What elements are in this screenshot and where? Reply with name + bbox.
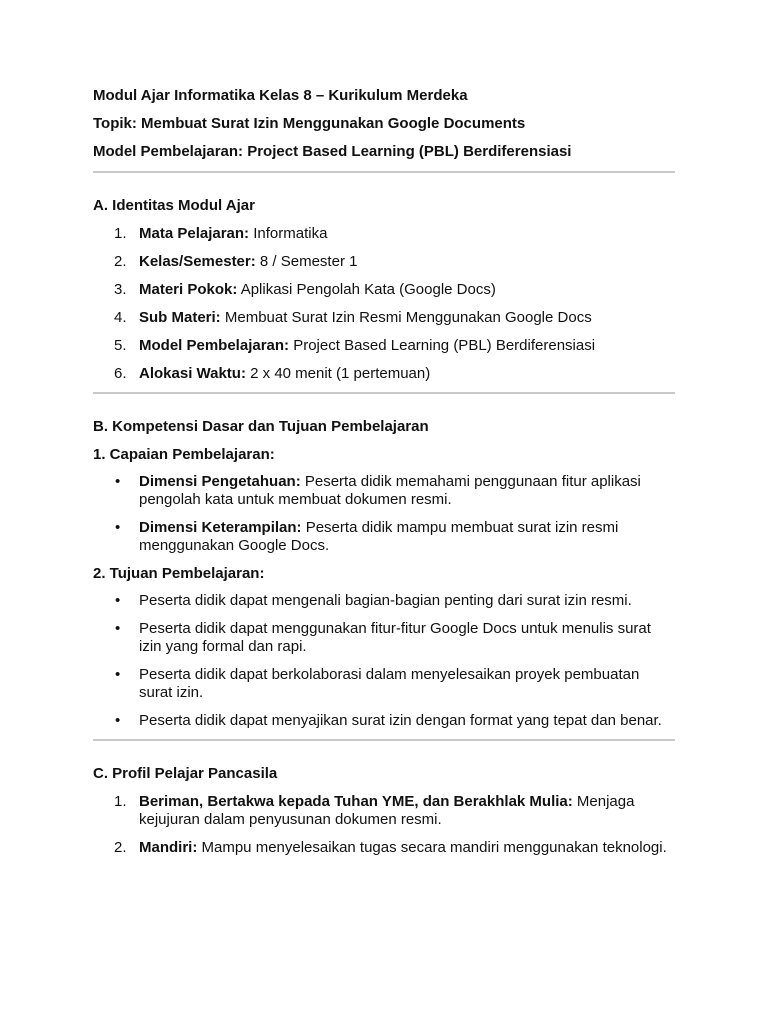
item-number: 4. (114, 309, 127, 326)
bullet: • (115, 620, 121, 637)
section-a-title: A. Identitas Modul Ajar (93, 197, 255, 214)
list-item (93, 473, 675, 509)
section-a-list (93, 225, 675, 383)
item-label: Alokasi Waktu: (139, 365, 246, 382)
item-number: 3. (114, 281, 127, 298)
item-text: Peserta didik dapat menyajikan surat izin dengan format yang tepat dan benar. (139, 712, 662, 729)
section-c-title: C. Profil Pelajar Pancasila (93, 765, 278, 782)
list-item (93, 253, 675, 271)
item-label: Model Pembelajaran: (139, 337, 290, 354)
list-item (93, 839, 675, 857)
item-value: Informatika (249, 225, 328, 242)
list-item (93, 592, 675, 610)
list-item (93, 225, 675, 243)
list-item (93, 309, 675, 327)
list-item (93, 337, 675, 355)
item-value: 8 / Semester 1 (255, 253, 358, 270)
item-label: Beriman, Bertakwa kepada Tuhan YME, dan Berakhlak Mulia: (139, 793, 573, 810)
item-text: Peserta didik dapat mengenali bagian-bagian penting dari surat izin resmi. (139, 592, 632, 609)
list-item (93, 519, 675, 555)
bullet: • (115, 519, 121, 536)
list-item (93, 793, 675, 829)
item-number: 1. (114, 793, 127, 810)
divider (93, 171, 675, 173)
item-value: Aplikasi Pengolah Kata (Google Docs) (237, 281, 496, 298)
item-number: 2. (114, 253, 127, 270)
capaian-title: 1. Capaian Pembelajaran: (93, 446, 275, 463)
item-value: Mampu menyelesaikan tugas secara mandiri menggunakan teknologi. (197, 839, 667, 856)
item-value: Peserta didik memahami penggunaan fitur aplikasi pengolah kata untuk membuat dokumen resmi. (139, 473, 641, 508)
item-text: Peserta didik dapat berkolaborasi dalam menyelesaikan proyek pembuatan surat izin. (139, 666, 640, 701)
list-item (93, 620, 675, 656)
section-b-title: B. Kompetensi Dasar dan Tujuan Pembelajaran (93, 418, 429, 435)
item-value: 2 x 40 menit (1 pertemuan) (245, 365, 431, 382)
capaian-list (93, 473, 675, 555)
item-label: Kelas/Semester: (139, 253, 256, 270)
tujuan-list (93, 592, 675, 730)
item-value: Project Based Learning (PBL) Berdiferensiasi (289, 337, 596, 354)
item-number: 2. (114, 839, 127, 856)
item-label: Dimensi Keterampilan: (139, 519, 302, 536)
bullet: • (115, 666, 121, 683)
bullet: • (115, 473, 121, 490)
item-label: Materi Pokok: (139, 281, 238, 298)
divider (93, 739, 675, 741)
item-label: Sub Materi: (139, 309, 221, 326)
doc-title: Modul Ajar Informatika Kelas 8 – Kurikulum Merdeka (93, 87, 468, 104)
bullet: • (115, 592, 121, 609)
divider (93, 392, 675, 394)
list-item (93, 666, 675, 702)
list-item (93, 365, 675, 383)
item-label: Dimensi Pengetahuan: (139, 473, 301, 490)
item-label: Mata Pelajaran: (139, 225, 250, 242)
item-value: Peserta didik mampu membuat surat izin resmi menggunakan Google Docs. (139, 519, 619, 554)
doc-topic: Topik: Membuat Surat Izin Menggunakan Google Documents (93, 115, 526, 132)
section-c-list (93, 793, 675, 857)
list-item (93, 712, 675, 730)
item-number: 1. (114, 225, 127, 242)
item-value: Menjaga kejujuran dalam penyusunan dokumen resmi. (139, 793, 635, 828)
item-label: Mandiri: (139, 839, 198, 856)
list-item (93, 281, 675, 299)
doc-model: Model Pembelajaran: Project Based Learning (PBL) Berdiferensiasi (93, 143, 572, 160)
tujuan-title: 2. Tujuan Pembelajaran: (93, 565, 265, 582)
item-number: 5. (114, 337, 127, 354)
item-text: Peserta didik dapat menggunakan fitur-fitur Google Docs untuk menulis surat izin yang formal dan rapi. (139, 620, 651, 655)
bullet: • (115, 712, 121, 729)
item-value: Membuat Surat Izin Resmi Menggunakan Google Docs (220, 309, 592, 326)
item-number: 6. (114, 365, 127, 382)
